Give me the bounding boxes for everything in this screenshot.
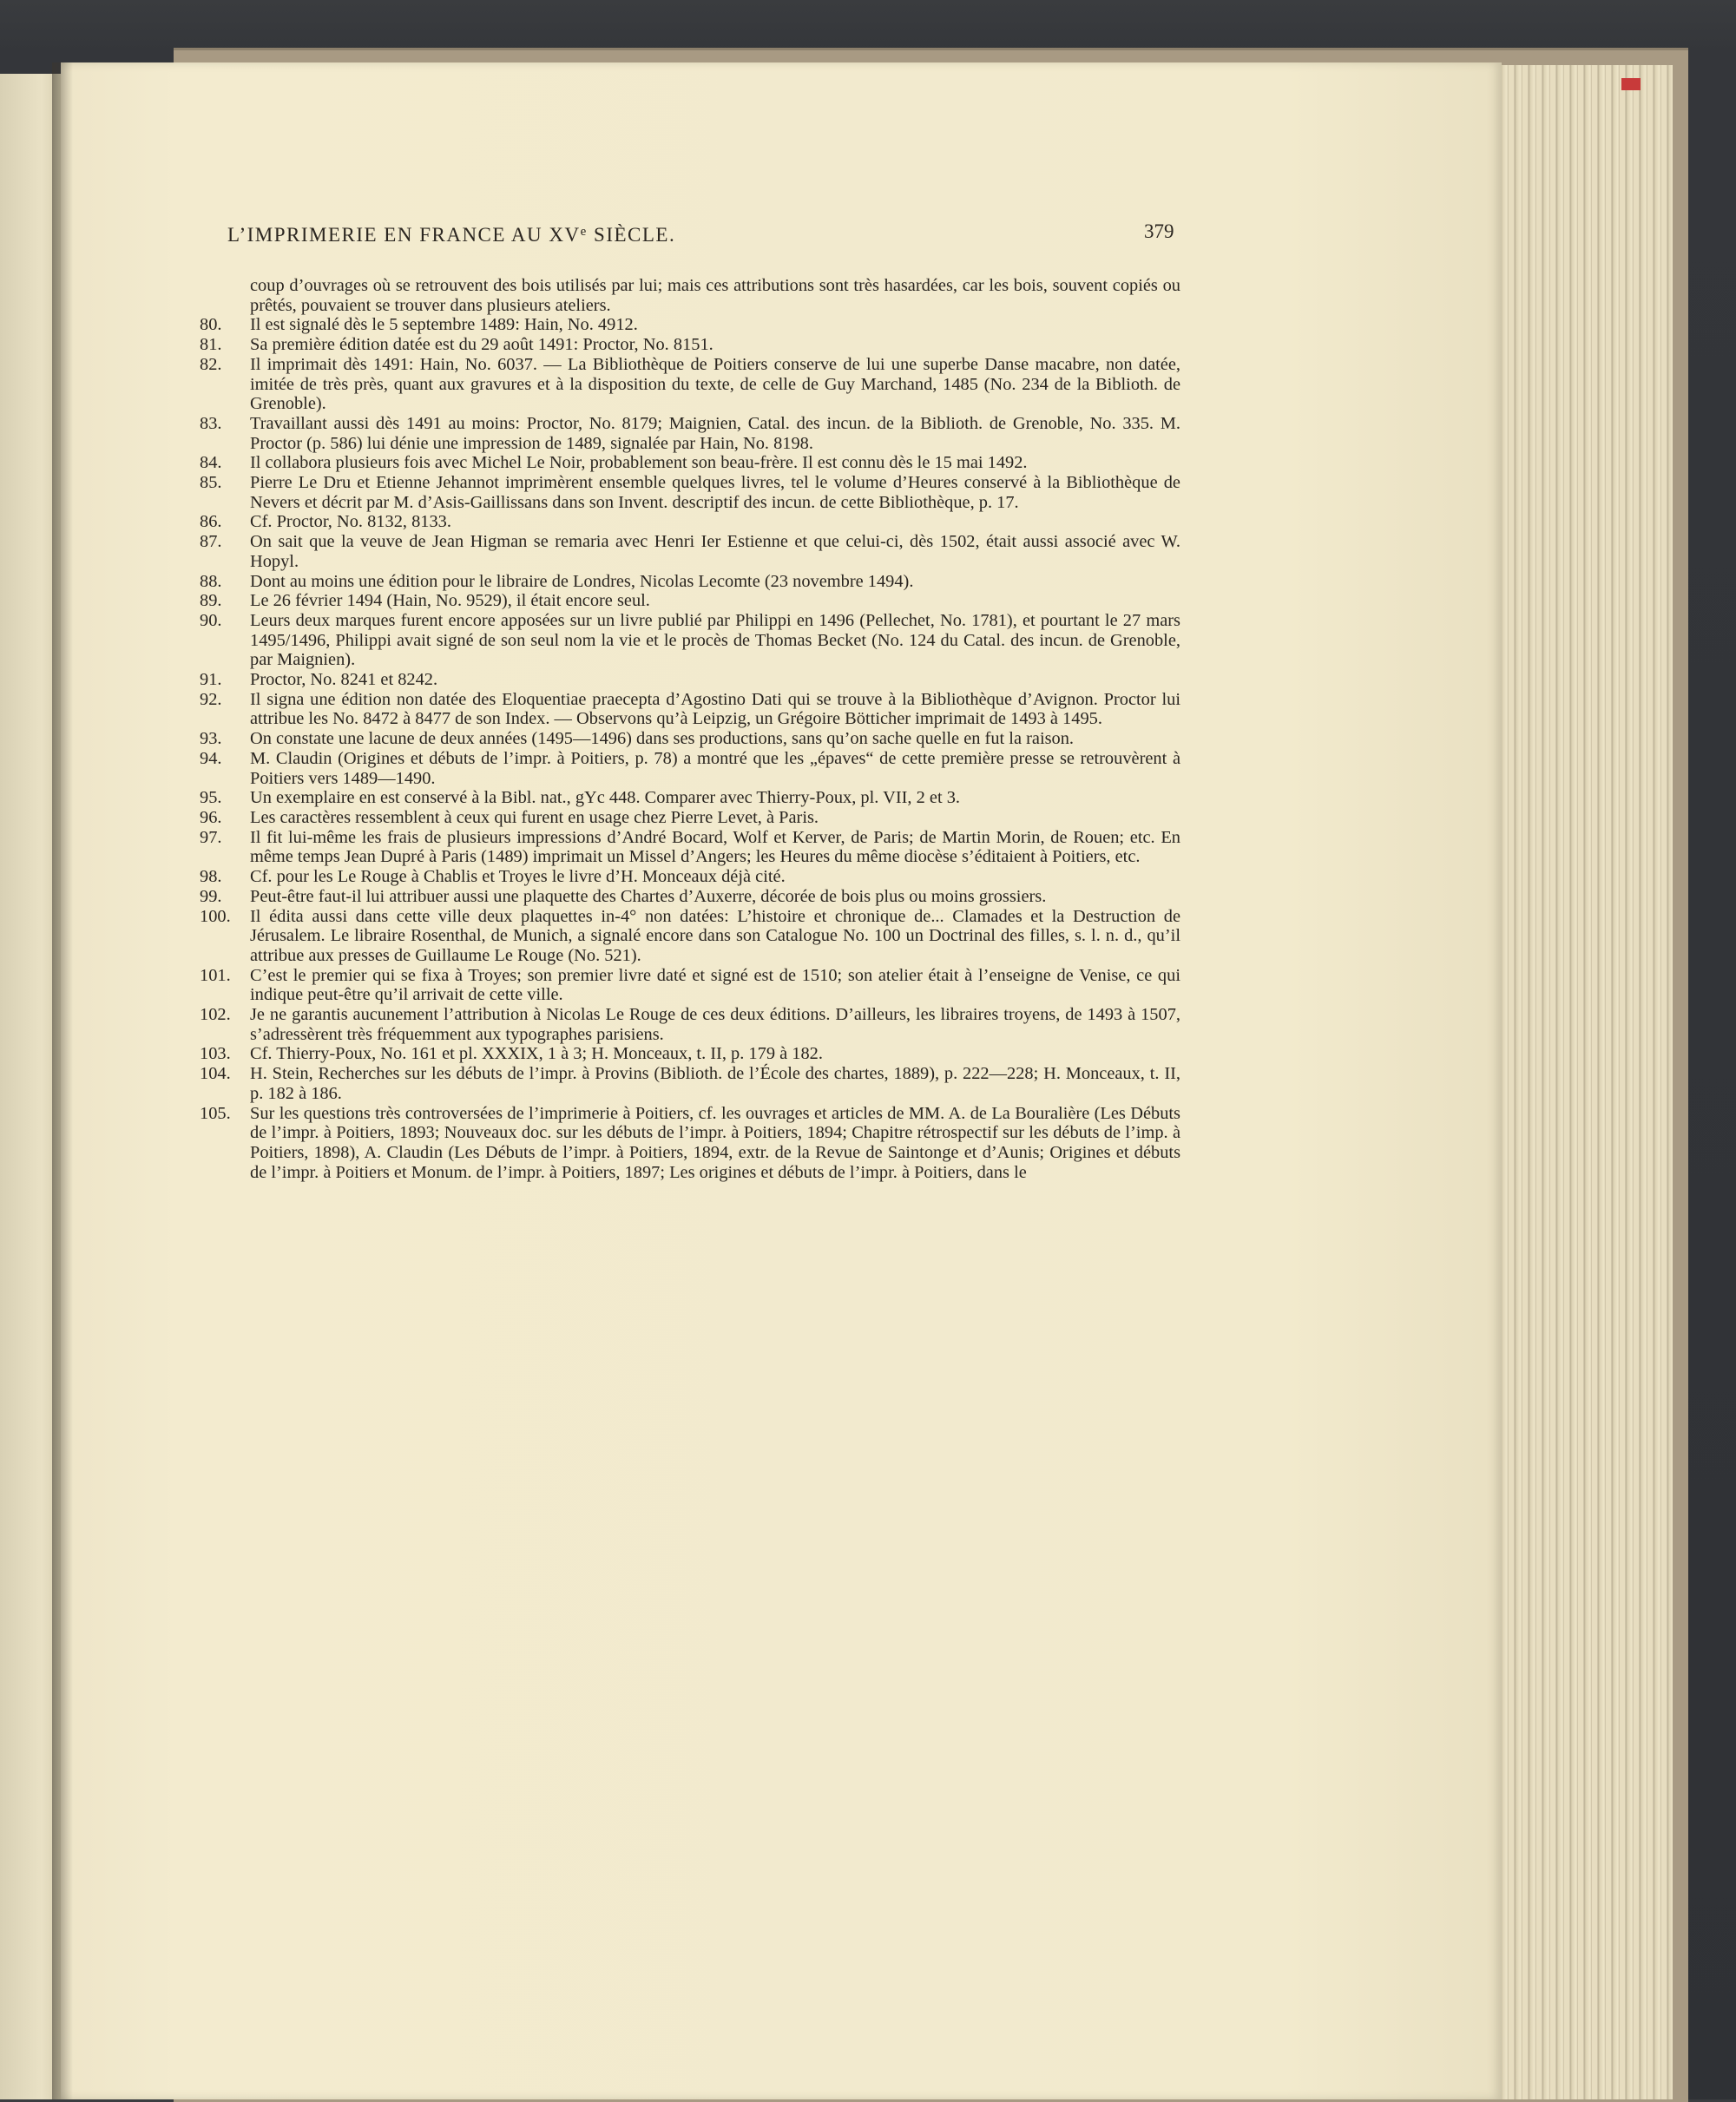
footnote [200, 907, 1180, 966]
footnote-text: Il collabora plusieurs fois avec Michel Le Noir, probablement son beau-frère. Il est connu dès le 15 mai 1492. [250, 453, 1028, 473]
footnote-text: Cf. Proctor, No. 8132, 8133. [250, 512, 451, 532]
footnote [200, 729, 1180, 749]
footnote-number: 88. [200, 571, 222, 591]
footnote-text: Je ne garantis aucunement l’attribution à Nicolas Le Rouge de ces deux éditions. D’ailleurs, les libraires troyens, de 1493 à 1507, s’adressèrent très fréquemment aux typographes parisiens. [250, 1005, 1180, 1044]
footnote-text: On constate une lacune de deux années (1495—1496) dans ses productions, sans qu’on sache quelle en fut la raison. [250, 729, 1075, 749]
footnote-number: 104. [200, 1064, 231, 1084]
footnote [200, 788, 1180, 808]
footnote-number: 84. [200, 453, 222, 473]
footnote-text: Cf. Thierry-Poux, No. 161 et pl. XXXIX, 1 à 3; H. Monceaux, t. II, p. 179 à 182. [250, 1044, 823, 1064]
footnote-text: Il signa une édition non datée des Eloquentiae praecepta d’Agostino Dati qui se trouve à la Bibliothèque d’Avignon. Proctor lui attribue les No. 8472 à 8477 de son Index. — Observons qu’à Leipzig, un Grégoire Bötticher imprimait de 1493 à 1495. [250, 689, 1180, 729]
footnote [200, 808, 1180, 828]
footnote-number: 94. [200, 748, 222, 768]
footnote-text: Peut-être faut-il lui attribuer aussi une plaquette des Chartes d’Auxerre, décorée de bois plus ou moins grossiers. [250, 886, 1047, 906]
footnote [200, 1064, 1180, 1103]
footnote-number: 105. [200, 1103, 231, 1123]
footnote [200, 670, 1180, 690]
footnote-text: C’est le premier qui se fixa à Troyes; son premier livre daté et signé est de 1510; son atelier était à l’enseigne de Venise, ce qui indique peut-être qu’il arrivait de cette ville. [250, 965, 1180, 1005]
footnote [200, 473, 1180, 512]
footnote-text: Il est signalé dès le 5 septembre 1489: Hain, No. 4912. [250, 315, 638, 335]
running-head-title: L’IMPRIMERIE EN FRANCE AU XV [227, 224, 581, 246]
page-number: 379 [1144, 220, 1174, 242]
footnote [200, 355, 1180, 414]
footnote [200, 966, 1180, 1005]
footnote [200, 276, 1180, 315]
footnote [200, 867, 1180, 887]
footnote-text: Dont au moins une édition pour le libraire de Londres, Nicolas Lecomte (23 novembre 1494). [250, 571, 914, 591]
footnote-text: H. Stein, Recherches sur les débuts de l’impr. à Provins (Biblioth. de l’École des chartes, 1889), p. 222—228; H. Monceaux, t. II, p. 182 à 186. [250, 1064, 1180, 1103]
running-head [227, 224, 1182, 246]
footnote-text: Cf. pour les Le Rouge à Chablis et Troyes le livre d’H. Monceaux déjà cité. [250, 867, 786, 887]
footnote-text: Pierre Le Dru et Etienne Jehannot imprimèrent ensemble quelques livres, tel le volume d’Heures conservé à la Bibliothèque de Nevers et décrit par M. d’Asis-Gaillissans dans son Invent. descriptif des incun. de cette Bibliothèque, p. 17. [250, 473, 1180, 512]
footnote-text: Travaillant aussi dès 1491 au moins: Proctor, No. 8179; Maignien, Catal. des incun. de la Biblioth. de Grenoble, No. 335. M. Proctor (p. 586) lui dénie une impression de 1489, signalée par Hain, No. 8198. [250, 413, 1180, 453]
footnote-number: 80. [200, 315, 222, 335]
footnote-text: Il édita aussi dans cette ville deux plaquettes in-4° non datées: L’histoire et chronique de... Clamades et la Destruction de Jérusalem. Le libraire Rosenthal, de Munich, a signalé encore dans son Catalogue No. 100 un Doctrinal des filles, s. l. n. d., qu’il attribue aux presses de Guillaume Le Rouge (No. 521). [250, 906, 1180, 965]
footnote-number: 97. [200, 827, 222, 847]
footnote [200, 828, 1180, 867]
footnote-number: 82. [200, 354, 222, 374]
footnote-number: 101. [200, 965, 231, 985]
footnote-text: Le 26 février 1494 (Hain, No. 9529), il était encore seul. [250, 591, 650, 611]
footnote-number: 89. [200, 591, 222, 611]
footnote [200, 315, 1180, 335]
running-head-superscript: e [580, 225, 588, 239]
footnote [200, 749, 1180, 788]
footnote [200, 591, 1180, 611]
red-ribbon-mark [1621, 78, 1641, 90]
footnote [200, 1104, 1180, 1183]
footnote-number: 98. [200, 867, 222, 887]
footnote-number: 103. [200, 1044, 231, 1064]
footnote-number: 86. [200, 512, 222, 532]
gutter-shadow [52, 62, 73, 2099]
footnote [200, 1044, 1180, 1064]
footnote [200, 532, 1180, 571]
footnote-number: 92. [200, 689, 222, 709]
footnote-number: 91. [200, 670, 222, 690]
footnote [200, 453, 1180, 473]
footnote-text: M. Claudin (Origines et débuts de l’impr. à Poitiers, p. 78) a montré que les „épaves“ de cette première presse se retrouvèrent à Poitiers vers 1489—1490. [250, 748, 1180, 788]
footnote-number: 81. [200, 335, 222, 355]
footnote-text: Sa première édition datée est du 29 août 1491: Proctor, No. 8151. [250, 335, 713, 355]
footnote-number: 96. [200, 807, 222, 827]
footnote-number: 100. [200, 906, 231, 926]
footnote-text: Sur les questions très controversées de l’imprimerie à Poitiers, cf. les ouvrages et articles de MM. A. de La Bouralière (Les Débuts de l’impr. à Poitiers, 1893; Nouveaux doc. sur les débuts de l’impr. à Poitiers, 1894; Chapitre rétrospectif sur les débuts de l’imp. à Poitiers, 1898), A. Claudin (Les Débuts de l’impr. à Poitiers, 1894, extr. de la Revue de Saintonge et d’Aunis; Origines et débuts de l’impr. à Poitiers et Monum. de l’impr. à Poitiers, 1897; Les origines et débuts de l’impr. à Poitiers, dans le [250, 1103, 1180, 1182]
footnote-text: coup d’ouvrages où se retrouvent des bois utilisés par lui; mais ces attributions sont très hasardées, car les bois, souvent copiés ou prêtés, pouvaient se trouver dans plusieurs ateliers. [250, 276, 1180, 315]
footnote [200, 611, 1180, 670]
footnote [200, 690, 1180, 729]
footnote [200, 335, 1180, 355]
footnote [200, 1005, 1180, 1044]
footnote-number: 95. [200, 788, 222, 808]
footnote-text: On sait que la veuve de Jean Higman se remaria avec Henri Ier Estienne et que celui-ci, dès 1502, était aussi associé avec W. Hopyl. [250, 532, 1180, 571]
footnote-text: Il fit lui-même les frais de plusieurs impressions d’André Bocard, Wolf et Kerver, de Paris; de Martin Morin, de Rouen; etc. En même temps Jean Dupré à Paris (1489) imprimait un Missel d’Angers; les Heures du même diocèse s’éditaient à Poitiers, etc. [250, 827, 1180, 867]
footnote-text: Leurs deux marques furent encore apposées sur un livre publié par Philippi en 1496 (Pellechet, No. 1781), et pourtant le 27 mars 1495/1496, Philippi avait signé de son seul nom la vie et le procès de Thomas Becket (No. 124 du Catal. des incun. de Grenoble, par Maignien). [250, 610, 1180, 670]
footnote-number: 85. [200, 473, 222, 493]
footnote [200, 414, 1180, 453]
footnote-number: 99. [200, 886, 222, 906]
footnote [200, 512, 1180, 532]
footnote-text: Un exemplaire en est conservé à la Bibl. nat., gYc 448. Comparer avec Thierry-Poux, pl. VII, 2 et 3. [250, 788, 961, 808]
footnote [200, 572, 1180, 592]
footnote-number: 83. [200, 413, 222, 433]
footnote-number: 102. [200, 1005, 231, 1025]
footnote-number: 90. [200, 610, 222, 630]
footnote-text: Les caractères ressemblent à ceux qui furent en usage chez Pierre Levet, à Paris. [250, 807, 819, 827]
footnote-text: Proctor, No. 8241 et 8242. [250, 670, 438, 690]
footnote-text: Il imprimait dès 1491: Hain, No. 6037. — La Bibliothèque de Poitiers conserve de lui une superbe Danse macabre, non datée, imitée de très près, quant aux gravures et à la disposition du texte, de celle de Guy Marchand, 1485 (No. 234 de la Biblioth. de Grenoble). [250, 354, 1180, 414]
footnotes-list [200, 276, 1180, 1182]
footnote-number: 93. [200, 729, 222, 749]
footnote [200, 887, 1180, 907]
page-block-edges [1493, 65, 1673, 2099]
footnote-number: 87. [200, 532, 222, 552]
running-head-title-end: SIÈCLE. [587, 224, 676, 246]
